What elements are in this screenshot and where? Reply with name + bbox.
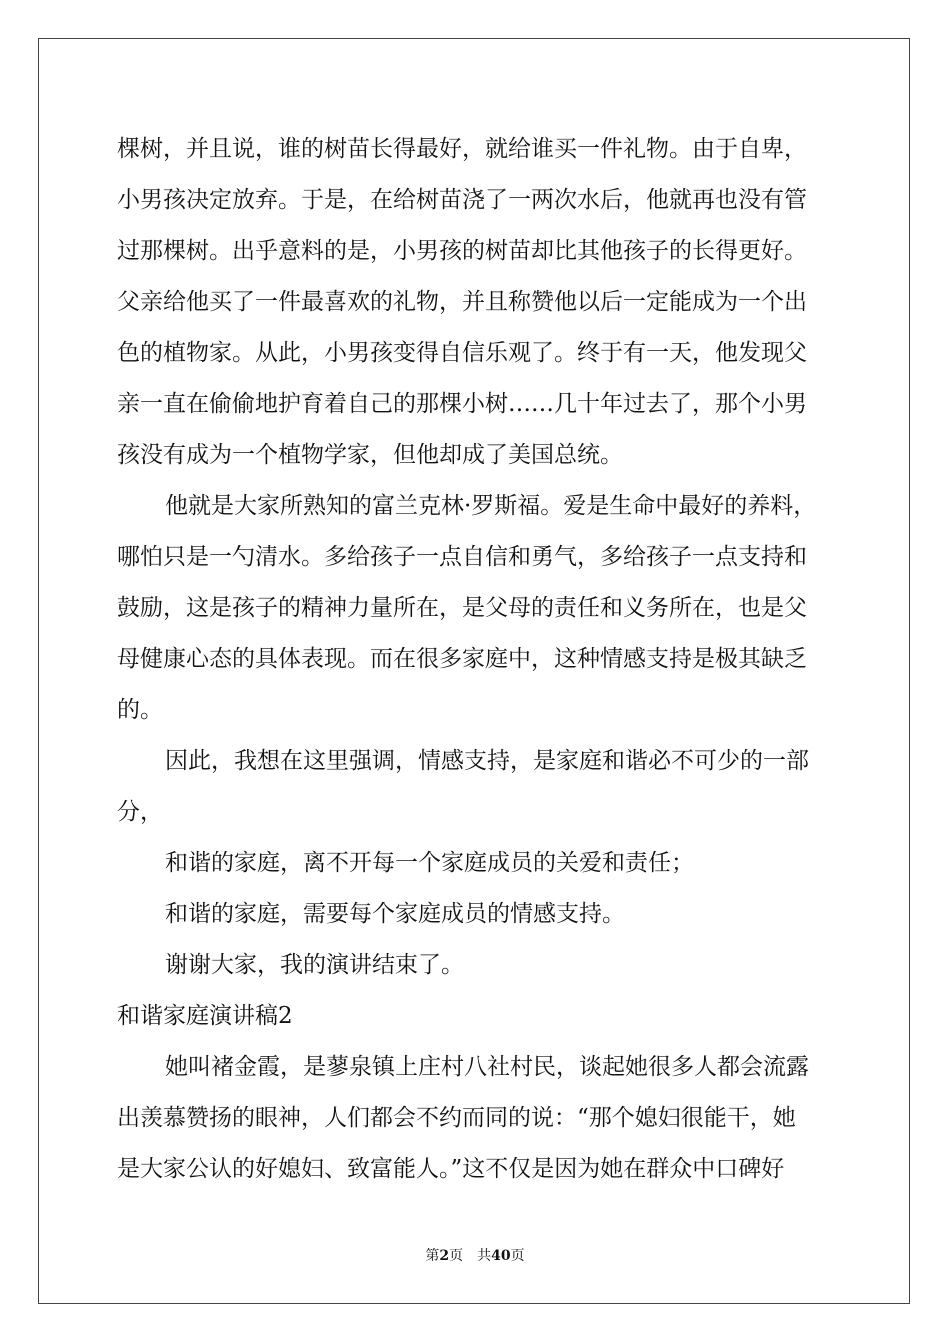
text-line: 出羡慕赞扬的眼神，人们都会不约而同的说：“那个媳妇很能干，她 [117,1105,796,1131]
footer-suffix: 页 [510,1248,525,1264]
current-page-number: 2 [439,1248,450,1264]
text-line: 鼓励，这是孩子的精神力量所在，是父母的责任和义务所在，也是父 [117,595,807,621]
text-line: 和谐家庭演讲稿2 [117,1003,293,1029]
text-line: 他就是大家所熟知的富兰克林·罗斯福。爱是生命中最好的养料， [165,493,817,519]
text-line: 亲一直在偷偷地护育着自己的那棵小树……几十年过去了，那个小男 [117,391,807,417]
text-line: 母健康心态的具体表现。而在很多家庭中，这种情感支持是极其缺乏 [117,646,807,672]
text-line: 谢谢大家，我的演讲结束了。 [165,952,464,978]
page-footer [0,1245,950,1265]
text-line: 哪怕只是一勺清水。多给孩子一点自信和勇气，多给孩子一点支持和 [117,544,807,570]
text-line: 和谐的家庭，离不开每一个家庭成员的关爱和责任； [165,850,694,876]
text-line: 过那棵树。出乎意料的是，小男孩的树苗却比其他孩子的长得更好。 [117,238,807,264]
document-body [117,124,857,1195]
text-line: 棵树，并且说，谁的树苗长得最好，就给谁买一件礼物。由于自卑， [117,136,807,162]
total-page-count: 40 [491,1248,511,1264]
text-line: 因此，我想在这里强调，情感支持，是家庭和谐必不可少的一部 [165,748,809,774]
text-line: 和谐的家庭，需要每个家庭成员的情感支持。 [165,901,625,927]
text-line: 小男孩决定放弃。于是，在给树苗浇了一两次水后，他就再也没有管 [117,187,807,213]
text-line: 是大家公认的好媳妇、致富能人。”这不仅是因为她在群众中口碑好 [117,1156,785,1182]
text-line: 的。 [117,697,163,723]
footer-prefix: 第 [425,1248,440,1264]
text-line: 色的植物家。从此，小男孩变得自信乐观了。终于有一天，他发现父 [117,340,807,366]
text-line: 父亲给他买了一件最喜欢的礼物，并且称赞他以后一定能成为一个出 [117,289,807,315]
footer-mid: 页 共 [449,1248,492,1264]
text-line: 她叫褚金霞，是蓼泉镇上庄村八社村民，谈起她很多人都会流露 [165,1054,809,1080]
text-line: 孩没有成为一个植物学家，但他却成了美国总统。 [117,442,623,468]
text-line: 分， [117,799,163,825]
